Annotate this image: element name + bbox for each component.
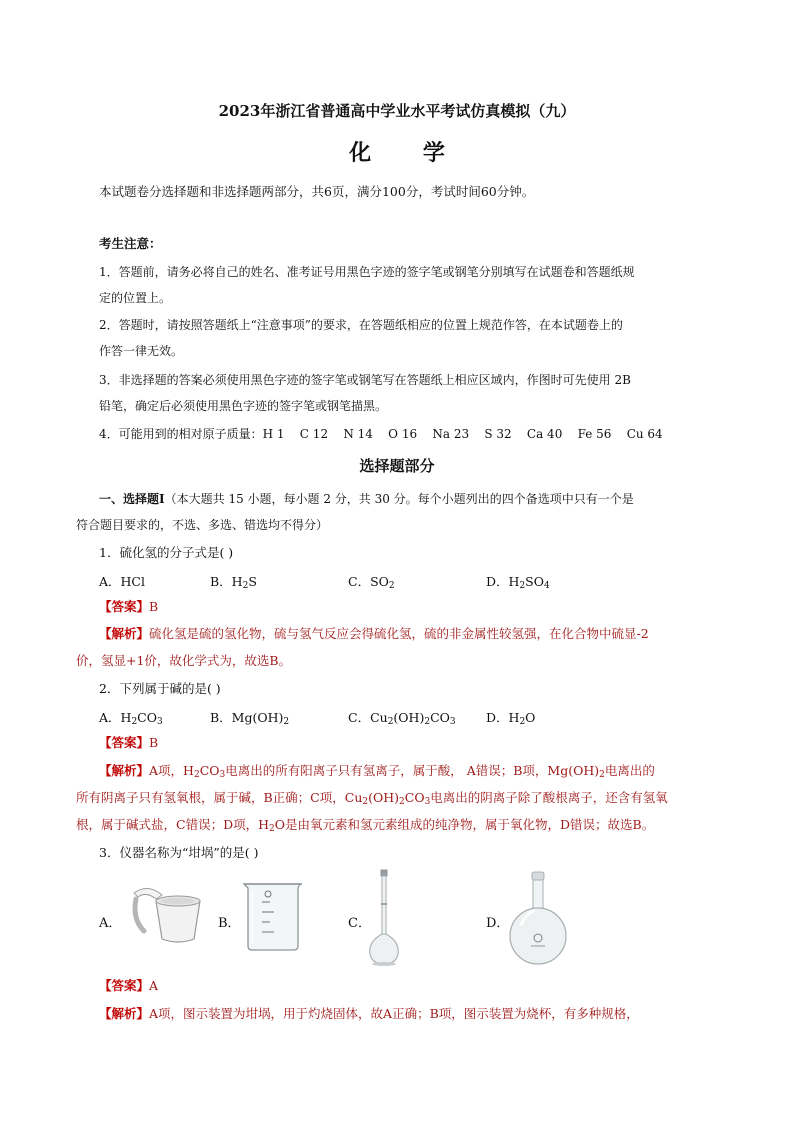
notice-item-2-line-2: 作答一律无效。 <box>99 344 184 358</box>
q3-stem: 3．仪器名称为“坩埚”的是( ) <box>99 845 259 860</box>
part-desc-line-1: （本大题共 15 小题，每小题 2 分，共 30 分。每个小题列出的四个备选项中只有一个是 <box>164 492 634 506</box>
q2-answer-value: B <box>149 735 159 750</box>
beaker-image <box>240 880 306 954</box>
notice-item-1-line-2: 定的位置上。 <box>99 291 172 305</box>
notice-item-3-line-1: 3．非选择题的答案必须使用黑色字迹的签字笔或钢笔写在答题纸上相应区域内，作图时可先使用 2B <box>99 373 631 387</box>
notice-item-1-line-1: 1．答题前，请务必将自己的姓名、准考证号用黑色字迹的签字笔或钢笔分别填写在试题卷和答题纸规 <box>99 265 635 279</box>
part-desc-line-2: 符合题目要求的，不选、多选、错选均不得分） <box>76 518 329 532</box>
notice-item-4: 4．可能用到的相对原子质量：H 1 C 12 N 14 O 16 Na 23 S 32 Ca 40 Fe 56 Cu 64 <box>99 427 663 441</box>
q1-analysis-line-1: 【解析】硫化氢是硫的氢化物，硫与氢气反应会得硫化氢，硫的非金属性较氢强，在化合物中硫显-2 <box>99 626 649 641</box>
subject-title: 化 学 <box>349 140 467 166</box>
q1-option-b: B．$H_2S$ <box>210 574 257 591</box>
answer-tag: 【答案】 <box>99 978 150 993</box>
q1-option-c: C．$SO_2$ <box>348 574 395 591</box>
q2-analysis-line-1: 【解析】A项，$H_2CO_3$电离出的所有阳离子只有氢离子，属于酸， A错误；B项，$Mg(OH)_2$电离出的 <box>99 763 655 780</box>
q1-answer <box>99 599 158 615</box>
q3-option-a-label: A． <box>99 916 122 931</box>
q2-option-c: C．$Cu_2(OH)_2CO_3$ <box>348 710 456 727</box>
q2-analysis-line-2: 所有阴离子只有氢氧根，属于碱，B正确；C项，$Cu_2(OH)_2CO_3$电离出的阴离子除了酸根离子，还含有氢氧 <box>76 790 668 807</box>
q2-stem: 2．下列属于碱的是( ) <box>99 681 221 696</box>
q1-answer-value: B <box>149 599 159 614</box>
answer-tag: 【答案】 <box>99 599 150 614</box>
part-header <box>99 491 634 507</box>
q2-option-d: D．$H_2O$ <box>486 710 536 727</box>
q3-analysis-line-1: 【解析】A项，图示装置为坩埚，用于灼烧固体，故A正确；B项，图示装置为烧杯，有多种规格， <box>99 1006 639 1021</box>
q2-answer <box>99 735 158 751</box>
q1-option-d: D．$H_2SO_4$ <box>486 574 550 591</box>
q1-option-a: A．HCl <box>99 574 145 589</box>
q1-stem: 1．硫化氢的分子式是( ) <box>99 545 234 560</box>
q3-option-d-label: D． <box>486 916 510 931</box>
answer-tag: 【答案】 <box>99 735 150 750</box>
notice-item-2-line-1: 2．答题时，请按照答题纸上“注意事项”的要求，在答题纸相应的位置上规范作答，在本试题卷上的 <box>99 318 623 332</box>
q2-analysis-line-3: 根，属于碱式盐，C错误；D项，$H_2O$是由氧元素和氢元素组成的纯净物，属于氧化物，D错误；故选B。 <box>76 817 655 834</box>
exam-title: 2023年浙江省普通高中学业水平考试仿真模拟（九） <box>218 102 576 120</box>
notice-item-3-line-2: 铅笔，确定后必须使用黑色字迹的签字笔或钢笔描黑。 <box>99 399 388 413</box>
section-title: 选择题部分 <box>359 457 435 475</box>
q3-answer <box>99 978 158 994</box>
part-label: 一、选择题Ⅰ <box>99 492 165 506</box>
round-bottom-flask-image <box>505 870 571 970</box>
q2-option-b: B．$Mg(OH)_2$ <box>210 710 290 727</box>
volumetric-flask-image <box>364 868 404 968</box>
q3-answer-value: A <box>149 978 159 993</box>
q3-option-b-label: B． <box>218 916 241 931</box>
q3-option-c-label: C． <box>348 916 371 931</box>
q1-analysis-line-2: 价，氢显+1价，故化学式为，故选B。 <box>76 653 292 668</box>
notice-heading: 考生注意： <box>99 236 162 251</box>
q2-option-a: A．$H_2CO_3$ <box>99 710 163 727</box>
intro-text: 本试题卷分选择题和非选择题两部分，共6页，满分100分，考试时间60分钟。 <box>99 184 535 199</box>
analysis-tag: 【解析】 <box>99 626 150 641</box>
analysis-tag: 【解析】 <box>99 1006 150 1021</box>
analysis-tag: 【解析】 <box>99 763 150 778</box>
crucible-image <box>126 885 210 947</box>
